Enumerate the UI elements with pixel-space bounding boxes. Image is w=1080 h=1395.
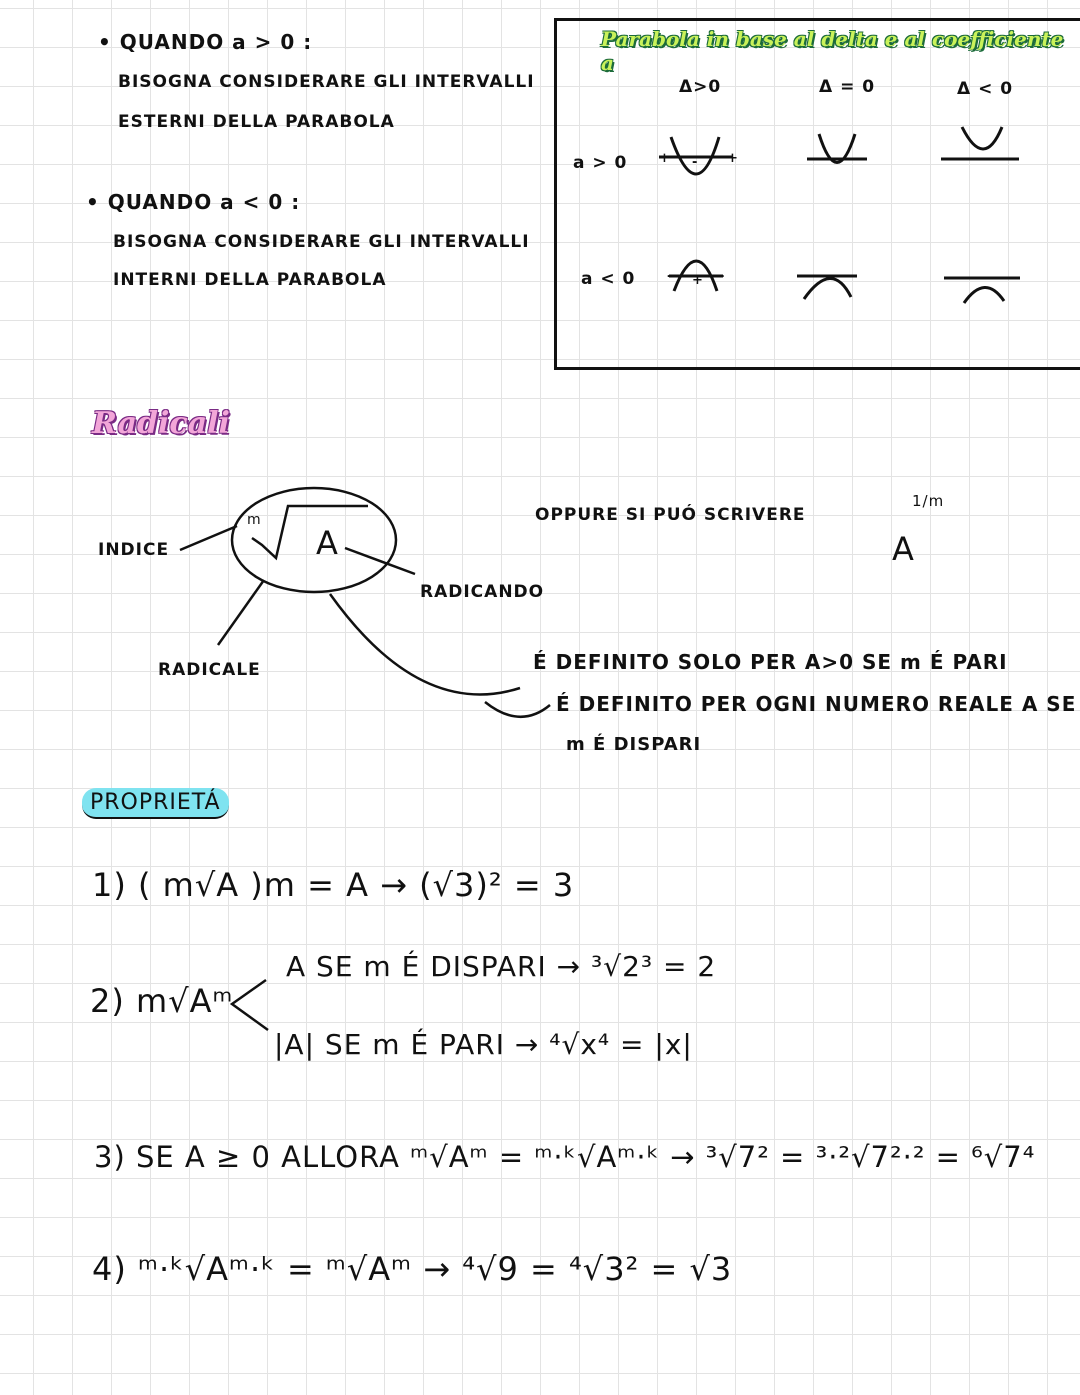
a-negative-line1: BISOGNA CONSIDERARE GLI INTERVALLI — [113, 232, 530, 252]
radical-index: m — [247, 512, 262, 528]
a-negative-line2: INTERNI DELLA PARABOLA — [113, 270, 387, 290]
alt-notation-exponent: 1/m — [912, 492, 945, 510]
sign-minus: - — [692, 155, 699, 170]
sign-minus: - — [667, 269, 674, 284]
a-negative-heading: • QUANDO a < 0 : — [86, 190, 301, 214]
column-delta-negative: Δ < 0 — [957, 79, 1014, 99]
a-positive-line1: BISOGNA CONSIDERARE GLI INTERVALLI — [118, 72, 535, 92]
definition-even: É DEFINITO SOLO PER A>0 SE m É PARI — [533, 650, 1008, 674]
property-2-even: |A| SE m É PARI → ⁴√x⁴ = |x| — [274, 1028, 693, 1061]
property-2-odd: A SE m É DISPARI → ³√2³ = 2 — [286, 950, 717, 983]
property-2-lhs: 2) m√Aᵐ — [90, 982, 234, 1020]
column-delta-positive: Δ>0 — [679, 77, 722, 97]
table-title: Parabola in base al delta e al coefficiente a — [601, 27, 1064, 75]
a-positive-heading: • QUANDO a > 0 : — [98, 30, 313, 54]
label-radicando: RADICANDO — [420, 582, 545, 602]
row-a-negative: a < 0 — [581, 269, 636, 289]
sign-plus: + — [692, 273, 704, 288]
definition-odd-line2: m É DISPARI — [566, 734, 702, 755]
property-1: 1) ( m√A )m = A → (√3)² = 3 — [92, 866, 575, 904]
properties-title: PROPRIETÁ — [82, 788, 229, 819]
sign-plus: + — [659, 151, 671, 166]
property-4: 4) ᵐ·ᵏ√Aᵐ·ᵏ = ᵐ√Aᵐ → ⁴√9 = ⁴√3² = √3 — [92, 1250, 733, 1288]
radicali-title: Radicali — [92, 406, 230, 441]
a-positive-line2: ESTERNI DELLA PARABOLA — [118, 112, 395, 132]
definition-odd-line1: É DEFINITO PER OGNI NUMERO REALE A SE — [556, 692, 1077, 716]
alt-notation-text: OPPURE SI PUÓ SCRIVERE — [535, 505, 806, 525]
property-3: 3) SE A ≥ 0 ALLORA ᵐ√Aᵐ = ᵐ·ᵏ√Aᵐ·ᵏ → ³√7² = ³·²√7²·² = ⁶√7⁴ — [94, 1140, 1036, 1174]
column-delta-zero: Δ = 0 — [819, 77, 876, 97]
sign-minus: - — [719, 269, 726, 284]
label-radicale: RADICALE — [158, 660, 261, 680]
alt-notation-base: A — [892, 530, 915, 568]
label-indice: INDICE — [98, 540, 170, 560]
row-a-positive: a > 0 — [573, 153, 628, 173]
radical-radicand: A — [316, 524, 339, 562]
sign-plus: + — [727, 151, 739, 166]
properties-title-wrap — [82, 790, 229, 815]
